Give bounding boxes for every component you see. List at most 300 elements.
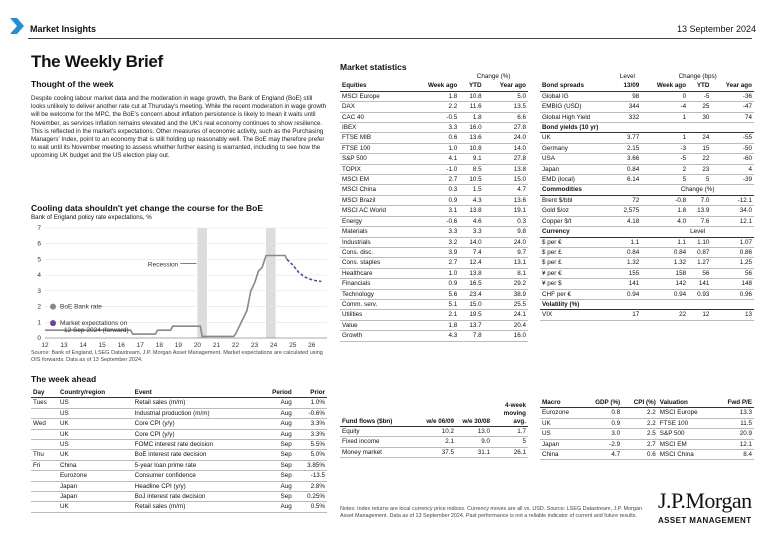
- value-cell: 3.85%: [294, 460, 327, 470]
- value-cell: -36: [711, 91, 754, 101]
- value-cell: 27.8: [484, 123, 528, 133]
- spacer-cell: [410, 72, 459, 81]
- value-cell: 13.8: [459, 206, 483, 216]
- value-cell: Consumer confidence: [133, 471, 258, 481]
- recession-label: Recession: [147, 261, 179, 269]
- y-tick-label: 6: [37, 240, 41, 248]
- value-cell: 38.9: [484, 289, 528, 299]
- day-cell: Tues: [31, 398, 58, 408]
- recession-band: [266, 228, 276, 338]
- value-cell: 0.9: [582, 418, 622, 428]
- value-cell: -13.5: [294, 471, 327, 481]
- bond-yield-row: [540, 154, 754, 164]
- week-ahead-row: [31, 440, 327, 450]
- value-cell: 0.84: [614, 247, 642, 257]
- value-cell: 2.1: [410, 310, 459, 320]
- equity-row: [340, 331, 528, 341]
- value-cell: Aug: [258, 398, 294, 408]
- equity-row: [340, 185, 528, 195]
- value-cell: 1.32: [614, 258, 642, 268]
- value-cell: Japan: [58, 481, 133, 491]
- equity-row: [340, 268, 528, 278]
- value-cell: 0.84: [641, 247, 688, 257]
- value-cell: 1.1: [614, 237, 642, 247]
- yield-name: EMD (local): [540, 175, 614, 185]
- week-ahead-row: [31, 492, 327, 502]
- day-cell: [31, 471, 58, 481]
- group-label: Level: [619, 73, 635, 80]
- value-cell: 158: [641, 268, 688, 278]
- value-cell: 22: [688, 154, 711, 164]
- macro-header: [540, 398, 754, 408]
- top-bar: [0, 0, 780, 38]
- value-cell: 29.2: [484, 279, 528, 289]
- bond-yield-row: [540, 143, 754, 153]
- column-header: 4-week moving avg.: [492, 402, 528, 427]
- value-cell: 2.2: [622, 408, 658, 418]
- equities-group-header: [340, 72, 528, 81]
- equity-row: [340, 247, 528, 257]
- column-header: w/e 06/09: [420, 402, 456, 427]
- value-cell: 5.0: [484, 91, 528, 101]
- value-cell: 16.5: [459, 279, 483, 289]
- value-cell: 8.4: [715, 450, 754, 460]
- value-cell: 20.9: [715, 429, 754, 439]
- value-cell: -4: [641, 102, 688, 112]
- currency-section: [540, 227, 754, 237]
- value-cell: 19.5: [459, 310, 483, 320]
- week-ahead-row: [31, 419, 327, 429]
- value-cell: 0.84: [614, 164, 642, 174]
- index-name: FTSE 100: [340, 143, 410, 153]
- value-cell: 26.1: [492, 447, 528, 457]
- value-cell: FOMC interest rate decision: [133, 440, 258, 450]
- spacer-cell: [340, 72, 410, 81]
- value-cell: 0.6: [410, 133, 459, 143]
- value-cell: UK: [58, 419, 133, 429]
- equity-row: [340, 258, 528, 268]
- column-header: 13/09: [614, 81, 642, 91]
- value-cell: 3.0: [582, 429, 622, 439]
- value-cell: -1.0: [410, 164, 459, 174]
- value-cell: 155: [614, 268, 642, 278]
- x-tick-label: 19: [174, 342, 182, 349]
- value-cell: 5.5%: [294, 440, 327, 450]
- value-cell: Core CPI (y/y): [133, 429, 258, 439]
- currency-row: [540, 268, 754, 278]
- commodity-name: Brent $/bbl: [540, 195, 614, 205]
- value-cell: 3.77: [614, 133, 642, 143]
- value-cell: 24.0: [484, 133, 528, 143]
- market-stats-heading: Market statistics: [340, 62, 407, 72]
- value-cell: Eurozone: [58, 471, 133, 481]
- value-cell: 13.5: [484, 102, 528, 112]
- value-cell: 1.8: [410, 320, 459, 330]
- day-cell: [31, 408, 58, 418]
- bond-spread-row: [540, 91, 754, 101]
- value-cell: 5-year loan prime rate: [133, 460, 258, 470]
- value-cell: Sep: [258, 450, 294, 460]
- value-cell: 0.94: [614, 289, 642, 299]
- flow-name: Money market: [340, 447, 420, 457]
- x-tick-label: 25: [289, 342, 297, 349]
- value-cell: 4.0: [641, 216, 688, 226]
- value-cell: 4.1: [410, 154, 459, 164]
- index-name: Financials: [340, 279, 410, 289]
- column-header: YTD: [459, 81, 483, 91]
- value-cell: US: [58, 398, 133, 408]
- value-cell: 98: [614, 91, 642, 101]
- value-cell: 23: [688, 164, 711, 174]
- value-cell: 2.5: [622, 429, 658, 439]
- value-cell: 9.0: [456, 437, 492, 447]
- index-name: Growth: [340, 331, 410, 341]
- bond-yield-row: [540, 164, 754, 174]
- country-name: UK: [540, 418, 582, 428]
- value-cell: 56: [711, 268, 754, 278]
- value-cell: 15: [688, 143, 711, 153]
- value-cell: 24.1: [484, 310, 528, 320]
- fund-flow-row: [340, 447, 528, 457]
- thought-heading: Thought of the week: [31, 79, 114, 89]
- value-cell: 0.9: [410, 195, 459, 205]
- volatility-row: [540, 310, 754, 320]
- value-cell: 4.18: [614, 216, 642, 226]
- value-cell: -60: [711, 154, 754, 164]
- value-cell: 10.8: [459, 143, 483, 153]
- value-cell: Sep: [258, 492, 294, 502]
- value-cell: 3.3%: [294, 429, 327, 439]
- value-cell: 17: [614, 310, 642, 320]
- value-cell: 14.0: [459, 237, 483, 247]
- value-cell: 1.1: [641, 237, 688, 247]
- value-cell: 11.5: [715, 418, 754, 428]
- value-cell: Aug: [258, 429, 294, 439]
- section-label: Bond yields (10 yr): [540, 123, 754, 133]
- bond-spread-row: [540, 112, 754, 122]
- index-name: Industrials: [340, 237, 410, 247]
- value-cell: 12: [688, 310, 711, 320]
- day-cell: [31, 481, 58, 491]
- value-cell: UK: [58, 450, 133, 460]
- value-cell: 0.6: [622, 450, 658, 460]
- value-cell: 12.1: [715, 439, 754, 449]
- jpmorgan-logo: [658, 488, 752, 525]
- value-cell: 16.0: [459, 123, 483, 133]
- value-cell: 2,575: [614, 206, 642, 216]
- spread-name: Global IG: [540, 91, 614, 101]
- equity-row: [340, 102, 528, 112]
- value-cell: -5: [641, 154, 688, 164]
- x-tick-label: 18: [155, 342, 163, 349]
- value-cell: 141: [614, 279, 642, 289]
- equity-row: [340, 112, 528, 122]
- commodity-name: Copper $/t: [540, 216, 614, 226]
- value-cell: 3.3%: [294, 419, 327, 429]
- value-cell: 5: [688, 175, 711, 185]
- x-tick-label: 24: [270, 342, 278, 349]
- legend-label-expectations-date: 12 Sep 2024 (forward): [64, 327, 129, 335]
- chart-source: Source: Bank of England, LSEG Datastream, J.P. Morgan Asset Management. Market expectations are calculated using OIS forwards. Data as of 13 September 2024.: [31, 350, 323, 363]
- value-cell: US: [58, 408, 133, 418]
- commodities-section: [540, 185, 754, 195]
- macro-row: [540, 408, 754, 418]
- value-cell: 5: [641, 175, 688, 185]
- value-cell: 3.3: [410, 227, 459, 237]
- value-cell: 15.0: [459, 299, 483, 309]
- day-cell: [31, 502, 58, 512]
- currency-name: $ per £: [540, 247, 614, 257]
- value-cell: 5: [492, 437, 528, 447]
- value-cell: 2.15: [614, 143, 642, 153]
- value-cell: 3.2: [410, 237, 459, 247]
- value-cell: 25.5: [484, 299, 528, 309]
- value-cell: 1.0%: [294, 398, 327, 408]
- value-cell: 72: [614, 195, 642, 205]
- x-tick-label: 12: [41, 342, 49, 349]
- fund-flow-row: [340, 427, 528, 437]
- equity-row: [340, 320, 528, 330]
- fund-flows-header: [340, 402, 528, 427]
- yields-section: [540, 123, 754, 133]
- thought-body: Despite cooling labour market data and the moderation in wage growth, the Bank of England (BoE) still looks unlikely to deliver another rate cut at Thursday's meeting. While the recent moderation in wage growth will be welcome for the MPC, the BoE's concern about inflation persistence is likely to mean it waits until November, as services inflation remains elevated and the UK's real economy continues to show resilience. This is reflected in the market's expectations. Other measures of economic activity, such as the Purchasing Managers' Index, point to an economy that is still holding up reasonably well. The BoE may therefore prefer to wait until its November meeting to assess whether further easing is warranted, including to see how the upcoming UK budget and the US election play out.: [31, 95, 327, 160]
- macro-row: [540, 429, 754, 439]
- index-name: MSCI EM: [340, 175, 410, 185]
- value-cell: 10.8: [459, 91, 483, 101]
- currency-name: $ per €: [540, 237, 614, 247]
- group-label: Change (%): [641, 185, 754, 195]
- value-cell: 13.8: [459, 268, 483, 278]
- value-cell: Aug: [258, 419, 294, 429]
- chart-subtitle: Bank of England policy rate expectations, %: [31, 214, 152, 221]
- value-cell: 0.5%: [294, 502, 327, 512]
- week-ahead-row: [31, 481, 327, 491]
- chevron-right-icon: [10, 18, 24, 34]
- x-tick-label: 14: [79, 342, 87, 349]
- value-cell: 30: [688, 112, 711, 122]
- value-cell: -3: [641, 143, 688, 153]
- value-cell: Retail sales (m/m): [133, 502, 258, 512]
- market-expectations-line: [287, 259, 321, 281]
- value-cell: 1: [641, 133, 688, 143]
- value-cell: 24: [688, 133, 711, 143]
- value-cell: 1.27: [688, 258, 711, 268]
- value-cell: 2: [641, 164, 688, 174]
- value-cell: 7.8: [459, 331, 483, 341]
- value-cell: 2.1: [420, 437, 456, 447]
- column-header: Fwd P/E: [715, 398, 754, 408]
- value-cell: 0.8: [582, 408, 622, 418]
- index-name: IBEX: [340, 123, 410, 133]
- country-name: US: [540, 429, 582, 439]
- value-cell: 34.0: [711, 206, 754, 216]
- value-cell: Sep: [258, 471, 294, 481]
- value-cell: 37.5: [420, 447, 456, 457]
- value-cell: US: [58, 440, 133, 450]
- index-name: Technology: [340, 289, 410, 299]
- value-cell: 5.1: [410, 299, 459, 309]
- value-cell: 4.6: [459, 216, 483, 226]
- column-header: Bond spreads: [540, 81, 614, 91]
- value-cell: Aug: [258, 481, 294, 491]
- value-cell: MSCI EM: [658, 439, 715, 449]
- value-cell: 14.0: [484, 143, 528, 153]
- volatility-name: VIX: [540, 310, 614, 320]
- volatility-section: [540, 299, 754, 309]
- value-cell: -55: [711, 133, 754, 143]
- equity-row: [340, 195, 528, 205]
- value-cell: Headline CPI (y/y): [133, 481, 258, 491]
- value-cell: S&P 500: [658, 429, 715, 439]
- legend-label-bank-rate: BoE Bank rate: [60, 303, 102, 311]
- value-cell: -12.1: [711, 195, 754, 205]
- week-ahead-row: [31, 471, 327, 481]
- index-name: Energy: [340, 216, 410, 226]
- commodity-name: Gold $/oz: [540, 206, 614, 216]
- index-name: MSCI Europe: [340, 91, 410, 101]
- value-cell: 1.7: [492, 427, 528, 437]
- value-cell: 31.1: [456, 447, 492, 457]
- value-cell: 0: [641, 91, 688, 101]
- value-cell: Sep: [258, 460, 294, 470]
- spacer-cell: [540, 72, 614, 81]
- value-cell: 7.4: [459, 247, 483, 257]
- value-cell: 2.7: [622, 439, 658, 449]
- day-cell: [31, 440, 58, 450]
- index-name: TOPIX: [340, 164, 410, 174]
- bond-spread-row: [540, 102, 754, 112]
- bonds-group-header: [540, 72, 754, 81]
- equity-row: [340, 206, 528, 216]
- group-label: Change (bps): [678, 73, 717, 80]
- value-cell: 0.94: [641, 289, 688, 299]
- value-cell: 148: [711, 279, 754, 289]
- equities-table: [340, 72, 528, 342]
- bond-yield-row: [540, 175, 754, 185]
- equity-row: [340, 227, 528, 237]
- x-tick-label: 15: [98, 342, 106, 349]
- index-name: DAX: [340, 102, 410, 112]
- y-tick-label: 3: [37, 287, 41, 295]
- logo-subtitle: ASSET MANAGEMENT: [658, 516, 752, 525]
- logo-wordmark: J.P.Morgan: [658, 488, 752, 513]
- value-cell: 7.6: [688, 216, 711, 226]
- value-cell: 11.6: [459, 102, 483, 112]
- week-ahead-row: [31, 460, 327, 470]
- y-tick-label: 2: [37, 303, 41, 311]
- index-name: Materials: [340, 227, 410, 237]
- yield-name: Japan: [540, 164, 614, 174]
- commodity-row: [540, 216, 754, 226]
- x-tick-label: 23: [250, 342, 259, 349]
- week-ahead-row: [31, 408, 327, 418]
- column-header: CPI (%): [622, 398, 658, 408]
- x-tick-label: 26: [308, 342, 316, 349]
- value-cell: 2.2: [410, 102, 459, 112]
- value-cell: 12.1: [711, 216, 754, 226]
- equity-row: [340, 237, 528, 247]
- index-name: Comm. serv.: [340, 299, 410, 309]
- recession-band: [197, 228, 207, 338]
- value-cell: 3.3: [410, 123, 459, 133]
- equity-row: [340, 133, 528, 143]
- column-header: Week ago: [410, 81, 459, 91]
- value-cell: 4.3: [410, 331, 459, 341]
- value-cell: 5.6: [410, 289, 459, 299]
- brand-label: Market Insights: [30, 24, 97, 34]
- value-cell: 0.3: [484, 216, 528, 226]
- week-ahead-row: [31, 502, 327, 512]
- value-cell: 5.0%: [294, 450, 327, 460]
- equity-row: [340, 289, 528, 299]
- value-cell: 1.0: [410, 143, 459, 153]
- column-header: YTD: [688, 81, 711, 91]
- value-cell: 1.8: [459, 112, 483, 122]
- value-cell: -39: [711, 175, 754, 185]
- section-label: Commodities: [540, 185, 641, 195]
- commodity-row: [540, 195, 754, 205]
- y-tick-label: 7: [37, 225, 41, 232]
- value-cell: -5: [688, 91, 711, 101]
- currency-row: [540, 247, 754, 257]
- value-cell: 6.6: [484, 112, 528, 122]
- value-cell: 0.25%: [294, 492, 327, 502]
- value-cell: -0.6%: [294, 408, 327, 418]
- fund-flow-row: [340, 437, 528, 447]
- x-tick-label: 21: [212, 342, 221, 349]
- column-header: Year ago: [711, 81, 754, 91]
- week-ahead-row: [31, 398, 327, 408]
- value-cell: 0.3: [410, 185, 459, 195]
- column-header: GDP (%): [582, 398, 622, 408]
- column-header: w/e 30/08: [456, 402, 492, 427]
- country-name: Japan: [540, 439, 582, 449]
- value-cell: -2.9: [582, 439, 622, 449]
- equity-row: [340, 143, 528, 153]
- bond-yield-row: [540, 133, 754, 143]
- value-cell: Sep: [258, 440, 294, 450]
- flow-name: Equity: [340, 427, 420, 437]
- yield-name: UK: [540, 133, 614, 143]
- value-cell: 74: [711, 112, 754, 122]
- value-cell: 4.7: [582, 450, 622, 460]
- x-tick-label: 13: [60, 342, 68, 349]
- footnote: Notes: Index returns are local currency price indices. Currency moves are all vs. USD. Source: LSEG Datastream, J.P. Morgan Asset Management. Data as of 13 September 2024. Past performance is not a reliable indicator of current and future results.: [340, 506, 642, 519]
- equity-row: [340, 164, 528, 174]
- value-cell: 9.7: [484, 247, 528, 257]
- index-name: S&P 500: [340, 154, 410, 164]
- bonds-header: [540, 81, 754, 91]
- fund-flows-table: [340, 402, 528, 458]
- equity-row: [340, 216, 528, 226]
- currency-row: [540, 279, 754, 289]
- day-cell: [31, 492, 58, 502]
- x-tick-label: 16: [117, 342, 125, 349]
- column-header: Country/region: [58, 388, 133, 398]
- equity-row: [340, 175, 528, 185]
- page-title: The Weekly Brief: [31, 52, 163, 71]
- legend-marker-expectations: [50, 320, 56, 326]
- index-name: Cons. disc.: [340, 247, 410, 257]
- value-cell: 13.9: [688, 206, 711, 216]
- column-header: Valuation: [658, 398, 715, 408]
- equity-row: [340, 299, 528, 309]
- value-cell: 24.0: [484, 237, 528, 247]
- macro-row: [540, 418, 754, 428]
- value-cell: 1.5: [459, 185, 483, 195]
- value-cell: 9.1: [459, 154, 483, 164]
- value-cell: 0.93: [688, 289, 711, 299]
